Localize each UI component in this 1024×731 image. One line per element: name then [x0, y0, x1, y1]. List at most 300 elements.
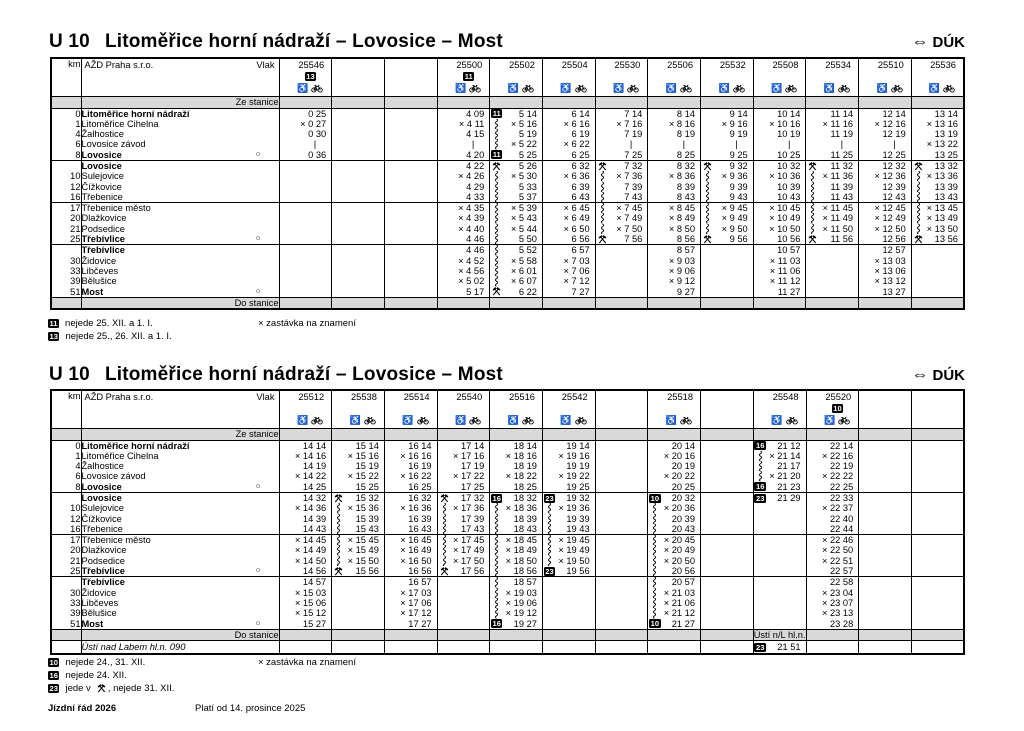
station-circle-icon: ○: [255, 149, 261, 159]
time-cell: [701, 160, 754, 171]
time-cell: [701, 192, 754, 203]
time-cell: [279, 588, 332, 598]
bicycle-icon: [575, 84, 587, 93]
station-row: [51, 119, 964, 129]
pass-through-mark: |: [735, 139, 738, 150]
wheelchair-icon: ♿: [507, 82, 519, 93]
continuation-squiggle-icon: [494, 266, 499, 276]
time-cell: [384, 192, 437, 203]
continuation-squiggle-icon: [336, 524, 341, 534]
station-name: Podsedice: [81, 223, 125, 234]
time-cell: [490, 192, 543, 203]
time-cell: [911, 139, 964, 149]
time-cell: [701, 598, 754, 608]
time-value: × 13 49: [926, 213, 958, 224]
time-value: 13 32: [934, 160, 958, 171]
time-value: 19 43: [566, 523, 590, 534]
footnote-line: [48, 317, 964, 330]
time-cell: [595, 213, 648, 223]
time-cell: [542, 545, 595, 555]
continuation-squiggle-icon: [494, 182, 499, 192]
note-badge: 10: [833, 404, 842, 413]
time-value: × 21 12: [663, 608, 695, 619]
time-cell: [648, 556, 701, 566]
continuation-squiggle-icon: [494, 129, 499, 139]
time-cell: [437, 160, 490, 171]
time-cell: [859, 524, 912, 535]
time-cell: [384, 461, 437, 471]
time-value: 23 28: [829, 618, 854, 629]
time-cell: [859, 160, 912, 171]
time-cell: [859, 171, 912, 181]
time-cell: [911, 545, 964, 555]
time-cell: [384, 514, 437, 524]
time-value: 19 19: [566, 461, 590, 472]
station-name: Lovosice: [81, 481, 122, 492]
time-value: × 0 27: [300, 118, 327, 129]
time-cell: [332, 287, 385, 298]
time-value: × 8 45: [668, 203, 695, 214]
time-cell: [279, 182, 332, 192]
time-cell: [595, 266, 648, 276]
time-cell: [806, 503, 859, 513]
time-cell: [648, 492, 701, 503]
time-cell: [595, 182, 648, 192]
time-value: 4 33: [466, 191, 485, 202]
wheelchair-icon: ♿: [928, 82, 940, 93]
bicycle-icon: [733, 84, 745, 93]
station-cell: [81, 276, 279, 286]
station-name: Žalhostice: [81, 129, 124, 140]
time-value: × 11 03: [769, 255, 801, 266]
workdays-hammers-icon: [440, 494, 449, 503]
workdays-hammers-icon: [808, 162, 817, 171]
time-value: 9 14: [729, 108, 748, 119]
station-cell: [81, 588, 279, 598]
km-value: 8: [51, 150, 81, 161]
time-cell: [437, 451, 490, 461]
train-number: [912, 391, 963, 403]
time-cell: [806, 566, 859, 577]
time-cell: [859, 139, 912, 149]
note-badge: 11: [49, 319, 58, 328]
time-cell: [279, 139, 332, 149]
time-cell: [490, 471, 543, 481]
time-value: × 4 11: [458, 118, 485, 129]
continuation-squiggle-icon: [600, 171, 605, 181]
time-cell: [753, 524, 806, 535]
to-station-label: Do stanice: [81, 297, 279, 309]
time-value: 7 32: [624, 160, 643, 171]
time-cell: [542, 224, 595, 234]
station-cell: [81, 108, 279, 119]
time-value: 14 32: [302, 492, 327, 503]
train-header: [332, 58, 385, 97]
time-value: 6 57: [571, 245, 590, 256]
time-cell: [595, 545, 648, 555]
time-cell: [648, 192, 701, 203]
bicycle-icon: [311, 84, 323, 93]
continuation-squiggle-icon: [652, 556, 657, 566]
time-cell: [701, 150, 754, 161]
time-cell: [542, 108, 595, 119]
continuation-squiggle-icon: [494, 245, 499, 255]
time-cell: [753, 108, 806, 119]
train-header: [753, 390, 806, 429]
bicycle-icon: [786, 416, 798, 425]
continuation-squiggle-icon: [705, 224, 710, 234]
time-cell: [595, 245, 648, 256]
time-cell: [806, 129, 859, 139]
time-cell: [595, 276, 648, 286]
time-cell: [384, 150, 437, 161]
time-value: × 12 45: [874, 203, 906, 214]
time-cell: [753, 608, 806, 618]
time-cell: [859, 108, 912, 119]
station-row: [51, 608, 964, 618]
time-value: 15 14: [355, 440, 379, 451]
train-header: [648, 390, 701, 429]
time-cell: [701, 287, 754, 298]
time-cell: [911, 213, 964, 223]
time-value: × 7 16: [616, 118, 643, 129]
time-value: × 8 36: [668, 171, 695, 182]
km-value: 12: [51, 182, 81, 192]
time-cell: [806, 182, 859, 192]
time-value: × 23 07: [821, 597, 854, 608]
time-cell: [384, 276, 437, 286]
time-cell: [332, 535, 385, 546]
station-row: [51, 461, 964, 471]
time-cell: [384, 139, 437, 149]
workdays-hammers-icon: [808, 235, 817, 244]
footnote-text: nejede 24. XII.: [65, 670, 127, 681]
continuation-squiggle-icon: [442, 535, 447, 545]
station-cell: [81, 524, 279, 535]
train-number: [701, 391, 753, 403]
train-header: [911, 390, 964, 429]
station-circle-icon: ○: [255, 481, 261, 491]
time-value: × 4 39: [458, 213, 485, 224]
continuation-squiggle-icon: [600, 182, 605, 192]
time-cell: [806, 171, 859, 181]
time-cell: [648, 213, 701, 223]
wheelchair-icon: ♿: [455, 414, 467, 425]
time-value: 14 19: [302, 461, 327, 472]
time-cell: [437, 482, 490, 493]
time-cell: [490, 514, 543, 524]
time-cell: [595, 461, 648, 471]
time-cell: [490, 492, 543, 503]
continuation-squiggle-icon: [494, 213, 499, 223]
validity-date: Platí od 14. prosince 2025: [195, 703, 306, 714]
station-row: [51, 451, 964, 461]
km-value: 6: [51, 139, 81, 149]
time-cell: [859, 577, 912, 588]
time-cell: [279, 276, 332, 286]
time-value: × 17 45: [452, 535, 485, 546]
pass-through-mark: |: [787, 139, 791, 150]
station-row: [51, 482, 964, 493]
time-cell: [753, 119, 806, 129]
time-value: 13 19: [934, 129, 958, 140]
time-value: 4 46: [466, 245, 485, 256]
time-value: × 15 06: [294, 597, 327, 608]
time-value: 16 39: [408, 513, 432, 524]
time-cell: [911, 577, 964, 588]
km-value: 30: [51, 256, 81, 266]
time-value: × 4 40: [458, 223, 485, 234]
time-cell: [437, 598, 490, 608]
time-value: 15 56: [355, 566, 379, 577]
station-name: Třebívlice: [81, 566, 125, 577]
train-header: [279, 58, 332, 97]
time-cell: [490, 203, 543, 214]
time-cell: [911, 224, 964, 234]
time-value: × 4 56: [458, 265, 485, 276]
time-cell: [332, 203, 385, 214]
time-cell: [279, 440, 332, 451]
time-cell: [753, 213, 806, 223]
station-name: Litoměřice horní nádraží: [81, 108, 190, 119]
time-cell: [437, 266, 490, 276]
station-cell: [81, 440, 279, 451]
wheelchair-icon: ♿: [665, 82, 677, 93]
time-cell: [384, 492, 437, 503]
time-cell: [753, 266, 806, 276]
time-cell: [806, 608, 859, 618]
time-cell: [911, 160, 964, 171]
time-cell: [753, 234, 806, 245]
pass-through-mark: |: [682, 139, 685, 150]
time-cell: [701, 139, 754, 149]
time-value: × 21 06: [663, 597, 695, 608]
workdays-hammers-icon: [334, 567, 343, 576]
station-row: [51, 577, 964, 588]
time-value: 11 39: [830, 181, 854, 192]
train-header: [542, 58, 595, 97]
time-cell: [542, 171, 595, 181]
time-value: × 17 50: [452, 555, 485, 566]
time-cell: [753, 598, 806, 608]
train-number: 25514: [403, 392, 430, 402]
time-value: × 21 03: [663, 587, 695, 598]
station-name: Židovice: [81, 255, 117, 266]
km-value: 20: [51, 213, 81, 223]
train-header: [648, 58, 701, 97]
continuation-squiggle-icon: [652, 545, 657, 555]
to-station-band: [51, 297, 964, 309]
station-cell: [81, 619, 279, 630]
wheelchair-icon: ♿: [771, 82, 783, 93]
station-name: Lovosice závod: [81, 471, 146, 482]
bicycle-icon: [838, 416, 850, 425]
time-value: × 12 50: [874, 223, 906, 234]
time-cell: [279, 119, 332, 129]
time-value: × 17 06: [400, 597, 432, 608]
timetable-year: Jízdní řád 2026: [48, 703, 117, 714]
time-value: 6 56: [571, 234, 590, 245]
time-cell: [701, 482, 754, 493]
continuation-squiggle-icon: [494, 503, 499, 513]
station-name: Litoměřice Cihelna: [81, 118, 159, 129]
double-arrow-icon: ⇔: [911, 365, 929, 384]
network-name: DÚK: [932, 33, 965, 51]
time-value: × 9 12: [668, 276, 695, 287]
station-row: [51, 503, 964, 513]
time-cell: [753, 224, 806, 234]
time-value: 6 25: [571, 149, 590, 160]
time-value: × 19 45: [558, 535, 590, 546]
time-value: 4 46: [466, 234, 485, 245]
continuation-squiggle-icon: [494, 524, 499, 534]
time-cell: [542, 451, 595, 461]
time-value: 13 14: [934, 108, 958, 119]
continuation-squiggle-icon: [442, 545, 447, 555]
to-station-band: [51, 629, 964, 641]
extra-destination-row: [51, 641, 964, 655]
km-value: 1: [51, 451, 81, 461]
time-cell: [490, 503, 543, 513]
time-cell: [279, 545, 332, 555]
station-cell: [81, 482, 279, 493]
time-value: × 19 06: [505, 597, 537, 608]
station-name: Dlažkovice: [81, 213, 127, 224]
continuation-squiggle-icon: [494, 577, 499, 587]
station-name: Bělušice: [81, 276, 117, 287]
time-cell: [542, 524, 595, 535]
time-cell: [648, 129, 701, 139]
continuation-squiggle-icon: [600, 213, 605, 223]
station-name: Třebívlice: [81, 234, 125, 245]
station-name: Lovosice: [81, 492, 122, 503]
time-value: × 18 50: [505, 555, 537, 566]
time-cell: [595, 287, 648, 298]
time-cell: [595, 119, 648, 129]
time-cell: [437, 461, 490, 471]
time-cell: [648, 514, 701, 524]
pass-through-mark: |: [313, 139, 317, 150]
time-cell: [490, 287, 543, 298]
time-cell: [859, 192, 912, 203]
time-value: × 11 12: [769, 276, 801, 287]
time-value: 10 19: [777, 129, 801, 140]
footnote-line: [48, 656, 964, 669]
time-cell: [648, 245, 701, 256]
station-cell: [81, 461, 279, 471]
time-cell: [437, 287, 490, 298]
time-value: 6 19: [571, 129, 590, 140]
time-cell: [806, 213, 859, 223]
time-cell: [437, 150, 490, 161]
time-cell: [384, 440, 437, 451]
continuation-squiggle-icon: [494, 535, 499, 545]
time-cell: [279, 108, 332, 119]
time-cell: [542, 577, 595, 588]
time-value: × 7 50: [616, 223, 643, 234]
time-value: 18 32: [513, 492, 537, 503]
time-cell: [806, 524, 859, 535]
station-name: Most: [81, 618, 104, 629]
time-cell: [701, 129, 754, 139]
time-value: 21 23: [777, 481, 801, 492]
train-header: [701, 58, 754, 97]
time-cell: [542, 514, 595, 524]
time-value: 15 27: [302, 618, 327, 629]
station-cell: [81, 119, 279, 129]
time-cell: [384, 608, 437, 618]
time-cell: [595, 171, 648, 181]
bicycle-icon: [469, 84, 481, 93]
time-value: × 4 35: [458, 203, 485, 214]
time-cell: [332, 160, 385, 171]
station-row: [51, 203, 964, 214]
train-header: [279, 390, 332, 429]
time-value: × 19 50: [558, 555, 590, 566]
km-value: 4: [51, 129, 81, 139]
time-value: × 6 22: [563, 139, 590, 150]
time-cell: [384, 545, 437, 555]
station-row: [51, 108, 964, 119]
time-value: 16 14: [408, 440, 432, 451]
time-cell: [542, 160, 595, 171]
route-name: Litoměřice horní nádraží – Lovosice – Most: [104, 31, 503, 52]
time-cell: [911, 482, 964, 493]
station-row: [51, 287, 964, 298]
time-cell: [911, 524, 964, 535]
station-cell: [81, 545, 279, 555]
time-value: 11 56: [830, 234, 854, 245]
continuation-squiggle-icon: [758, 461, 763, 471]
time-cell: [279, 482, 332, 493]
time-value: × 11 16: [822, 118, 854, 129]
wheelchair-icon: ♿: [876, 82, 888, 93]
time-cell: [806, 492, 859, 503]
time-cell: [332, 256, 385, 266]
time-value: × 20 36: [663, 503, 695, 514]
note-badge: 10: [650, 619, 660, 629]
time-value: × 6 16: [563, 118, 590, 129]
time-cell: [648, 503, 701, 513]
time-cell: [490, 182, 543, 192]
time-cell: [542, 556, 595, 566]
station-name: Třebenice město: [81, 535, 151, 546]
footnote-line: [48, 330, 964, 343]
time-cell: [279, 608, 332, 618]
time-cell: [806, 203, 859, 214]
network-badge: [912, 365, 966, 385]
time-value: 11 43: [830, 191, 854, 202]
continuation-squiggle-icon: [705, 203, 710, 213]
time-cell: [806, 588, 859, 598]
time-cell: [701, 588, 754, 598]
time-value: × 13 45: [926, 203, 958, 214]
from-station-band: [51, 429, 964, 441]
time-cell: [806, 192, 859, 203]
continuation-squiggle-icon: [494, 556, 499, 566]
train-number: 25508: [772, 60, 799, 70]
train-header: [806, 390, 859, 429]
train-header: [542, 390, 595, 429]
time-cell: [806, 514, 859, 524]
train-number: 25516: [509, 392, 535, 402]
time-cell: [279, 566, 332, 577]
time-value: 18 57: [513, 577, 537, 588]
time-cell: [911, 108, 964, 119]
from-station-band: [51, 97, 964, 109]
time-cell: [595, 139, 648, 149]
time-cell: [384, 119, 437, 129]
